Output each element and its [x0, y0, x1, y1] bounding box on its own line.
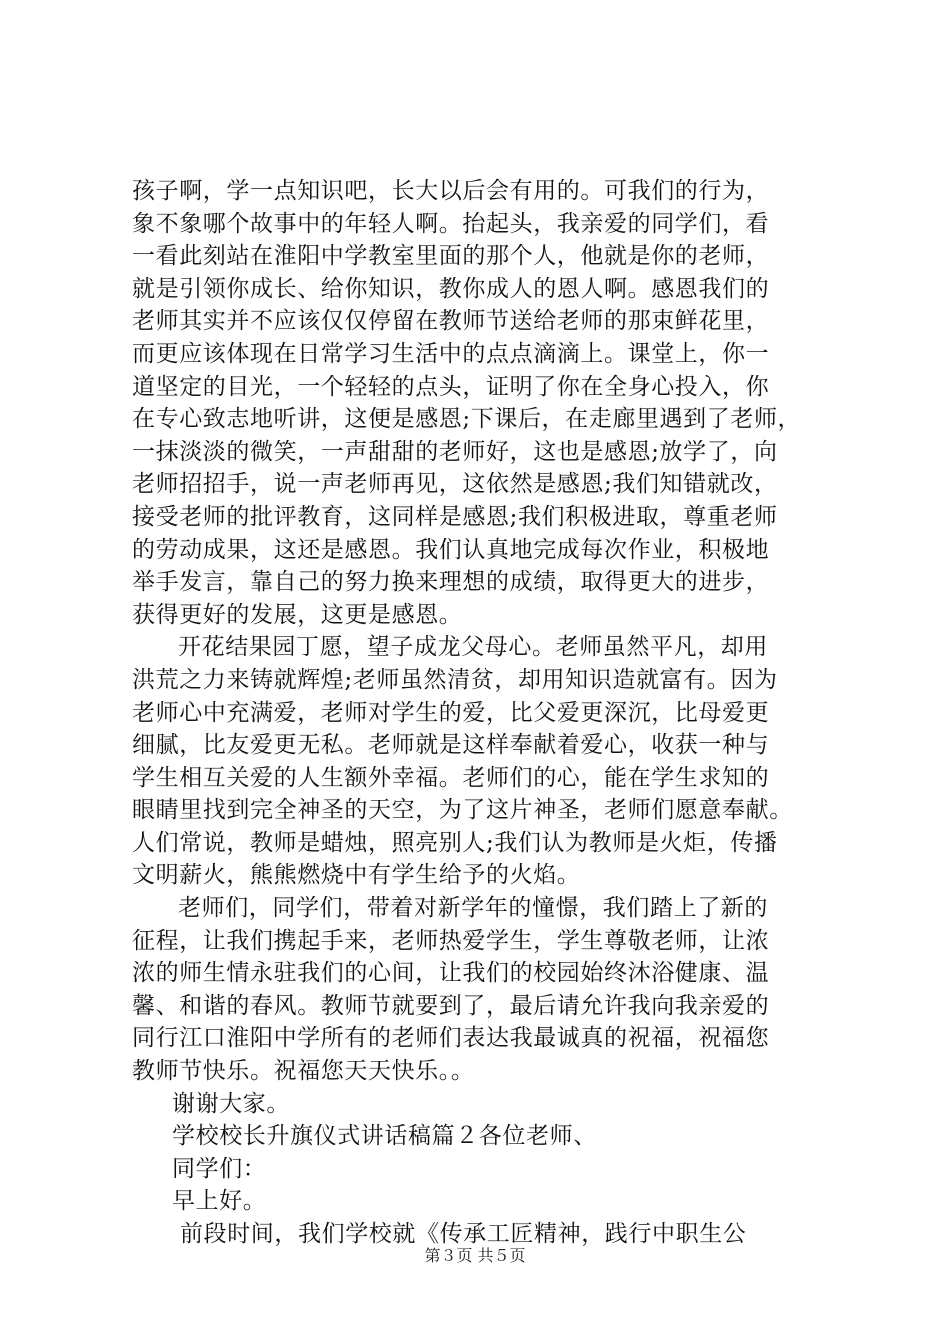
text-line: 浓的师生情永驻我们的心间，让我们的校园始终沐浴健康、温: [132, 960, 770, 987]
text-line: 细腻，比友爱更无私。老师就是这样奉献着爱心，收获一种与: [132, 732, 770, 759]
salutation-line: 同学们：: [172, 1155, 267, 1182]
text-line: 老师招招手，说一声老师再见，这依然是感恩;我们知错就改，: [132, 471, 778, 498]
closing-line: 谢谢大家。: [172, 1090, 290, 1117]
text-line: 人们常说，教师是蜡烛，照亮别人;我们认为教师是火炬，传播: [132, 829, 778, 856]
text-line: 文明薪火，熊熊燃烧中有学生给予的火焰。: [132, 862, 581, 889]
text-line: 象不象哪个故事中的年轻人啊。抬起头，我亲爱的同学们，看: [132, 210, 770, 237]
section-heading-line: 学校校长升旗仪式讲话稿篇２各位老师、: [172, 1123, 597, 1150]
text-line: 而更应该体现在日常学习生活中的点点滴滴上。课堂上，你一: [132, 340, 770, 367]
text-line: 一抹淡淡的微笑，一声甜甜的老师好，这也是感恩;放学了，向: [132, 438, 778, 465]
text-line: 老师其实并不应该仅仅停留在教师节送给老师的那束鲜花里，: [132, 308, 770, 335]
text-line: 举手发言，靠自己的努力换来理想的成绩，取得更大的进步，: [132, 569, 770, 596]
document-body: [132, 175, 832, 1251]
text-line: 在专心致志地听讲，这便是感恩;下课后，在走廊里遇到了老师，: [132, 406, 802, 433]
text-line: 老师心中充满爱，老师对学生的爱，比父爱更深沉，比母爱更: [132, 699, 770, 726]
text-line: 一看此刻站在淮阳中学教室里面的那个人，他就是你的老师，: [132, 243, 770, 270]
text-line: 获得更好的发展，这更是感恩。: [132, 601, 463, 628]
text-line: 道坚定的目光，一个轻轻的点头，证明了你在全身心投入，你: [132, 373, 770, 400]
text-line: 馨、和谐的春风。教师节就要到了，最后请允许我向我亲爱的: [132, 992, 770, 1019]
text-line: 接受老师的批评教育，这同样是感恩;我们积极进取，尊重老师: [132, 503, 778, 530]
text-line: 的劳动成果，这还是感恩。我们认真地完成每次作业，积极地: [132, 536, 770, 563]
greeting-line: 早上好。: [172, 1188, 267, 1215]
text-line: 就是引领你成长、给你知识，教你成人的恩人啊。感恩我们的: [132, 275, 770, 302]
page-number-footer: 第３页 共５页: [424, 1246, 526, 1265]
paragraph-start-line: 开花结果园丁愿，望子成龙父母心。老师虽然平凡，却用: [178, 634, 768, 661]
text-line: 同行江口淮阳中学所有的老师们表达我最诚真的祝福，祝福您: [132, 1025, 770, 1052]
paragraph-start-line: 老师们，同学们，带着对新学年的憧憬，我们踏上了新的: [178, 895, 768, 922]
text-line: 洪荒之力来铸就辉煌;老师虽然清贫，却用知识造就富有。因为: [132, 666, 778, 693]
text-line: 学生相互关爱的人生额外幸福。老师们的心，能在学生求知的: [132, 764, 770, 791]
text-line: 教师节快乐。祝福您天天快乐。。: [132, 1058, 475, 1085]
text-line: 征程，让我们携起手来，老师热爱学生，学生尊敬老师，让浓: [132, 927, 770, 954]
paragraph-start-line: 前段时间，我们学校就《传承工匠精神，践行中职生公: [180, 1221, 747, 1247]
text-line: 孩子啊，学一点知识吧，长大以后会有用的。可我们的行为，: [132, 178, 770, 204]
text-line: 眼睛里找到完全神圣的天空，为了这片神圣，老师们愿意奉献。: [132, 797, 793, 824]
